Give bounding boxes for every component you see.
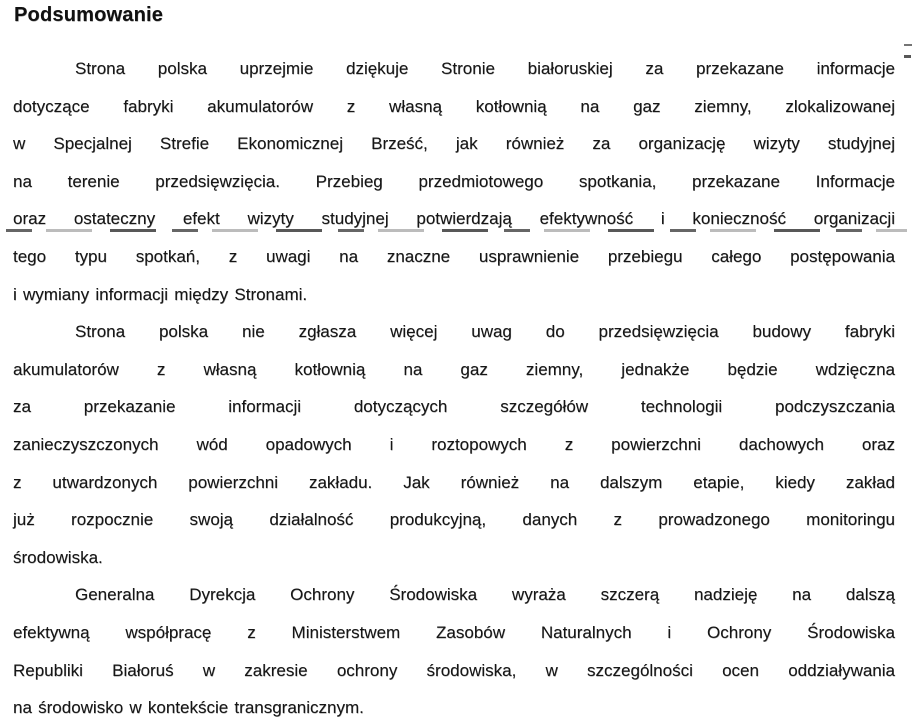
scan-artifact-dashed-line <box>6 229 907 232</box>
text-line: w Specjalnej Strefie Ekonomicznej Brześć, jak również za organizację wizyty studyjnej <box>13 134 895 154</box>
text-line: na środowisko w kontekście transgranicznym. <box>13 698 364 718</box>
text-line: oraz ostateczny efekt wizyty studyjnej potwierdzają efektywność i konieczność organizacji <box>13 209 895 229</box>
text-line: Republiki Białoruś w zakresie ochrony środowiska, w szczególności ocen oddziaływania <box>13 660 895 680</box>
text-line: tego typu spotkań, z uwagi na znaczne usprawnienie przebiegu całego postępowania <box>13 246 895 266</box>
text-line: z utwardzonych powierzchni zakładu. Jak również na dalszym etapie, kiedy zakład <box>13 472 895 492</box>
document-body <box>13 50 895 727</box>
text-line: środowiska. <box>13 547 103 567</box>
scan-artifact-edge-mark <box>904 44 912 46</box>
scan-artifact-edge-mark <box>904 55 911 58</box>
text-line: za przekazanie informacji dotyczących szczegółów technologii podczyszczania <box>13 397 895 417</box>
page-title: Podsumowanie <box>14 4 164 26</box>
text-line: już rozpocznie swoją działalność produkcyjną, danych z prowadzonego monitoringu <box>13 510 895 530</box>
text-line: zanieczyszczonych wód opadowych i roztopowych z powierzchni dachowych oraz <box>13 434 895 454</box>
text-line: efektywną współpracę z Ministerstwem Zasobów Naturalnych i Ochrony Środowiska <box>13 622 895 642</box>
text-line: akumulatorów z własną kotłownią na gaz ziemny, jednakże będzie wdzięczna <box>13 359 895 379</box>
text-line: Strona polska uprzejmie dziękuje Stronie białoruskiej za przekazane informacje <box>75 59 895 78</box>
text-line: na terenie przedsięwzięcia. Przebieg przedmiotowego spotkania, przekazane Informacje <box>13 171 895 191</box>
text-line: dotyczące fabryki akumulatorów z własną kotłownią na gaz ziemny, zlokalizowanej <box>13 96 895 116</box>
text-line: i wymiany informacji między Stronami. <box>13 284 308 304</box>
text-line: Generalna Dyrekcja Ochrony Środowiska wyraża szczerą nadzieję na dalszą <box>75 585 895 605</box>
text-line: Strona polska nie zgłasza więcej uwag do przedsięwzięcia budowy fabryki <box>75 322 895 342</box>
